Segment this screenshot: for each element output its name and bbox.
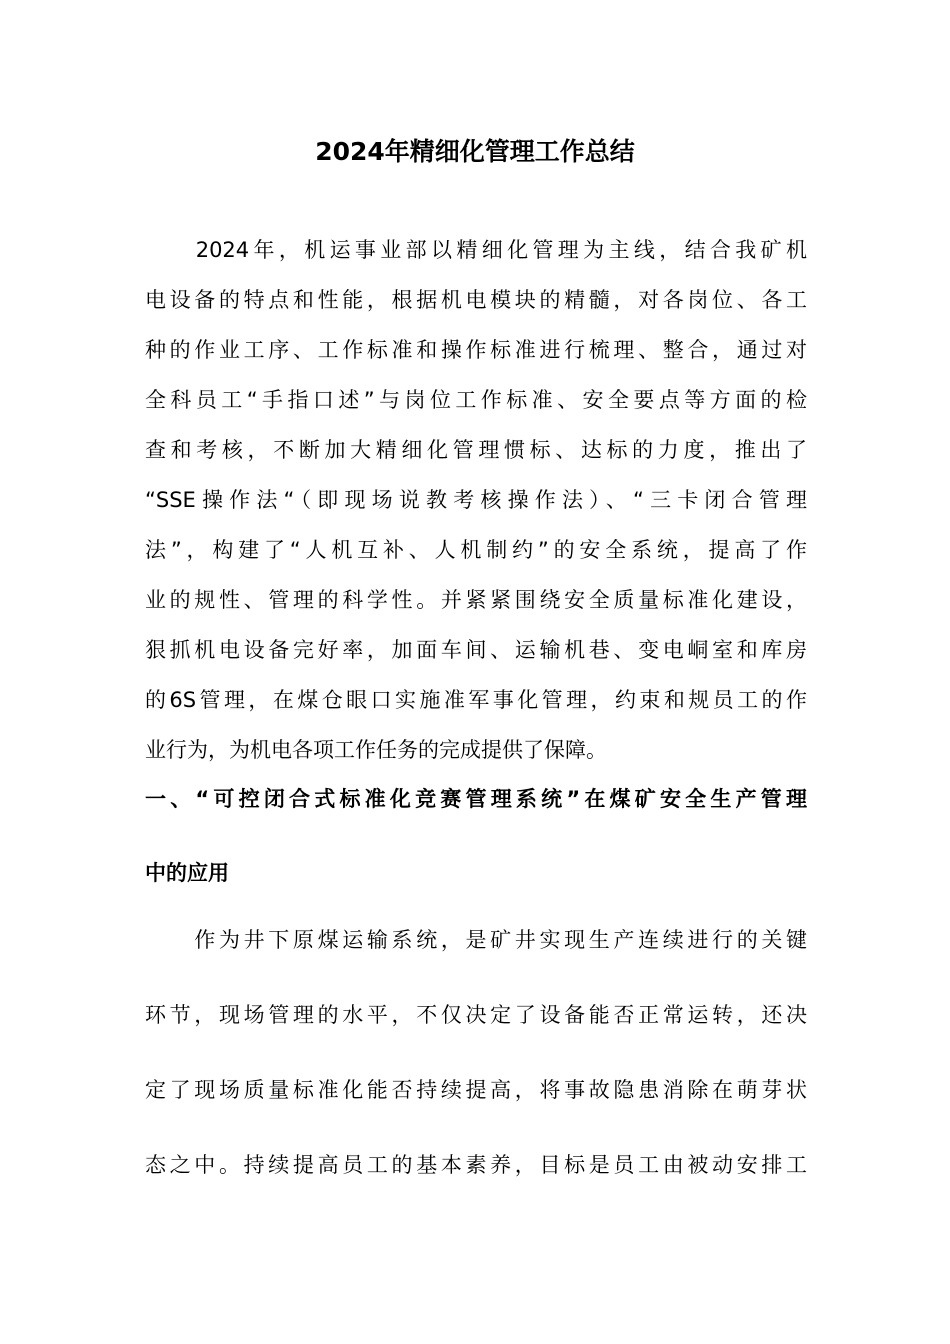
intro-paragraph-line: 狠抓机电设备完好率，加面车间、运输机巷、变电峒室和库房 [145, 638, 807, 662]
intro-paragraph-line: 种的作业工序、工作标准和操作标准进行梳理、整合，通过对 [145, 338, 807, 362]
section-paragraph-line: 定了现场质量标准化能否持续提高，将事故隐患消除在萌芽状 [145, 1078, 807, 1102]
section-heading-line: 中的应用 [145, 861, 229, 885]
intro-paragraph-line: 的6S管理，在煤仓眼口实施准军事化管理，约束和规员工的作 [145, 688, 807, 712]
intro-paragraph-line: 2024年，机运事业部以精细化管理为主线，结合我矿机 [145, 238, 807, 262]
intro-paragraph-line: “SSE操作法“（即现场说教考核操作法）、“三卡闭合管理 [145, 488, 807, 512]
section-heading-line: 一、“可控闭合式标准化竞赛管理系统”在煤矿安全生产管理 [145, 787, 807, 811]
intro-paragraph-line: 查和考核，不断加大精细化管理惯标、达标的力度，推出了 [145, 438, 807, 462]
intro-paragraph-line: 电设备的特点和性能，根据机电模块的精髓，对各岗位、各工 [145, 288, 807, 312]
intro-paragraph-line: 业的规性、管理的科学性。并紧紧围绕安全质量标准化建设， [145, 588, 807, 612]
intro-paragraph-line: 业行为，为机电各项工作任务的完成提供了保障。 [145, 738, 607, 762]
section-paragraph-line: 作为井下原煤运输系统，是矿井实现生产连续进行的关键 [145, 928, 807, 952]
section-paragraph-line: 态之中。持续提高员工的基本素养，目标是员工由被动安排工 [145, 1153, 807, 1177]
intro-paragraph-line: 全科员工“手指口述”与岗位工作标准、安全要点等方面的检 [145, 388, 807, 412]
section-paragraph-line: 环节，现场管理的水平，不仅决定了设备能否正常运转，还决 [145, 1003, 807, 1027]
intro-paragraph-line: 法”，构建了“人机互补、人机制约”的安全系统，提高了作 [145, 538, 807, 562]
document-title: 2024年精细化管理工作总结 [315, 137, 635, 166]
